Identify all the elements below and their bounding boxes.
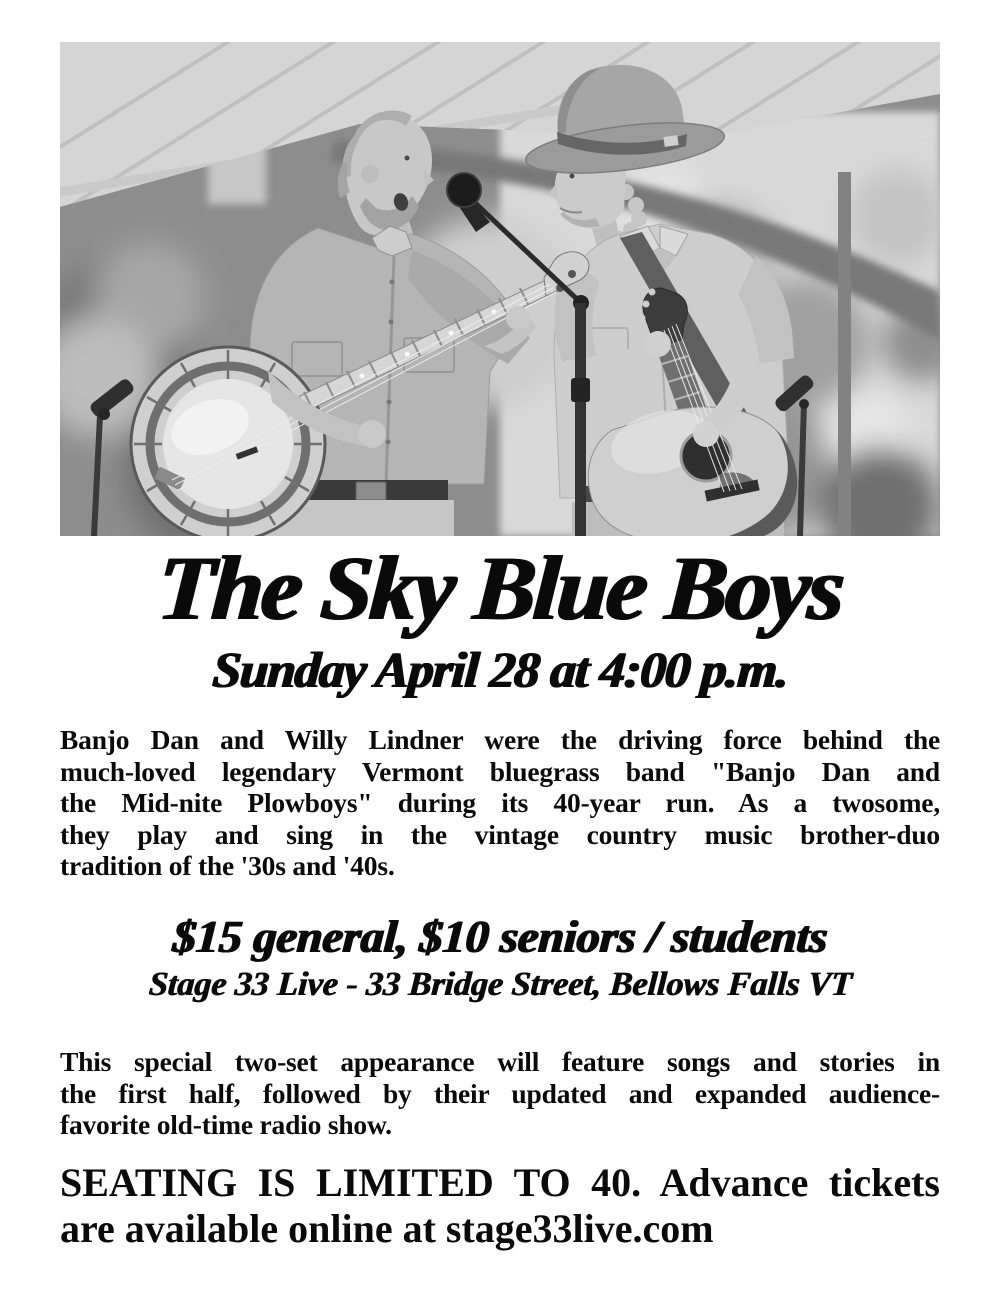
event-datetime: Sunday April 28 at 4:00 p.m. <box>210 643 790 699</box>
venue-address: Stage 33 Live - 33 Bridge Street, Bellows Falls VT <box>147 966 853 1003</box>
stage-photo-art <box>60 42 940 536</box>
ear <box>361 165 379 183</box>
show-description-line: the first half, followed by their updated and expanded audience- <box>60 1077 940 1109</box>
band-description-line: they play and sing in the vintage country music brother-duo <box>60 818 940 850</box>
show-description <box>60 1046 940 1141</box>
eye <box>570 174 575 179</box>
show-description-line: favorite old-time radio show. <box>60 1109 392 1140</box>
band-description <box>60 724 940 882</box>
picking-hand <box>358 420 386 448</box>
mic-stand-pole <box>575 303 586 536</box>
show-description-line: This special two-set appearance will feature songs and stories in <box>60 1046 940 1077</box>
fretting-hand <box>645 331 671 357</box>
ticket-prices: $15 general, $10 seniors / students <box>171 911 829 962</box>
eye-left-man <box>405 156 410 161</box>
band-title: The Sky Blue Boys <box>154 537 846 639</box>
seating-notice-line: are available online at stage33live.com <box>60 1206 714 1251</box>
band-description-line: Banjo Dan and Willy Lindner were the driving force behind the <box>60 724 940 755</box>
seating-notice <box>60 1160 940 1252</box>
stand-clutch <box>571 378 590 402</box>
belt-buckle-left <box>356 482 386 500</box>
mic-head <box>447 173 481 207</box>
background-pole <box>838 172 851 536</box>
seating-notice-line: SEATING IS LIMITED TO 40. Advance tickets <box>60 1160 940 1205</box>
band-description-line: the Mid-nite Plowboys" during its 40-year run. As a twosome, <box>60 787 940 818</box>
stage-photo <box>60 42 940 536</box>
band-description-line: much-loved legendary Vermont bluegrass band "Banjo Dan and <box>60 755 940 787</box>
band-description-line: tradition of the '30s and '40s. <box>60 850 395 881</box>
neck-hand <box>506 306 530 330</box>
strumming-hand <box>693 421 719 447</box>
